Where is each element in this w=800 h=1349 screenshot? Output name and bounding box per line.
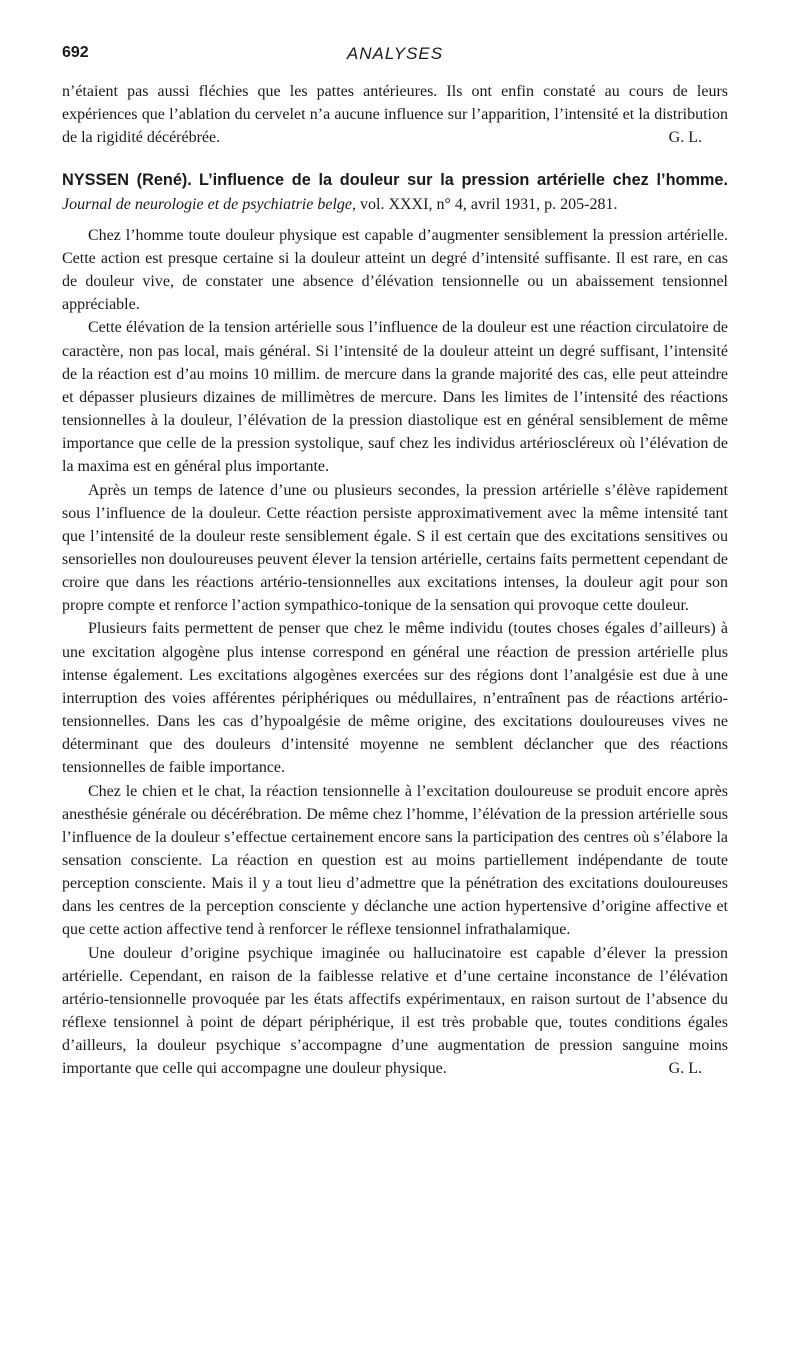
entry-journal: Journal de neurologie et de psychiatrie belge, bbox=[62, 195, 356, 213]
entry-citation: vol. XXXI, n° 4, avril 1931, p. 205-281. bbox=[360, 195, 618, 213]
entry-author: NYSSEN (René). bbox=[62, 171, 192, 190]
intro-signature: G. L. bbox=[668, 129, 702, 147]
paragraph-5: Chez le chien et le chat, la réaction tensionnelle à l’excitation douloureuse se produit encore après anesthésie générale ou décérébration. De même chez l’homme, l’élévation de la pression artérielle sous l’influence de la douleur s’effectue certainement encore sans la participation des centres où s’élabore la sensation consciente. La réaction en question est au moins partiellement indépendante de toute perception consciente. Mais il y a tout lieu d’admettre que la pénétration des excitations douloureuses dans les centres de la perception consciente y déclanche une action hypertensive d’origine affective et que cette action affective tend à renforcer le réflexe tensionnel infrathalamique. bbox=[62, 782, 728, 939]
running-head: ANALYSES bbox=[346, 44, 444, 63]
entry-title: L’influence de la douleur sur la pression artérielle chez l’homme. bbox=[199, 171, 728, 190]
paragraph-6 bbox=[62, 942, 728, 1081]
page-number: 692 bbox=[62, 44, 89, 61]
paragraph-1: Chez l’homme toute douleur physique est capable d’augmenter sensiblement la pression artérielle. Cette action est presque certaine si la douleur atteint un degré d’intensité suffisante. Il est rare, en cas de douleur vive, de constater une absence d’élévation tensionnelle ou un abaissement tensionnel appréciable. bbox=[62, 226, 728, 314]
closing-signature: G. L. bbox=[668, 1060, 702, 1078]
article-body bbox=[62, 80, 728, 1081]
bibliographic-entry bbox=[62, 169, 728, 215]
page-header bbox=[62, 44, 728, 66]
intro-paragraph bbox=[62, 80, 728, 149]
paragraph-6-text: Une douleur d’origine psychique imaginée ou hallucinatoire est capable d’élever la pression artérielle. Cependant, en raison de la faiblesse relative et d’une certaine inconstance de l’élévation artério-tensionnelle provoquée par les états affectifs expérimentaux, en raison surtout de l’absence du réflexe tensionnel à point de départ périphérique, il est très probable que, toutes conditions égales d’ailleurs, la douleur psychique s’accompagne d’une augmentation de pression sanguine moins importante que celle qui accompagne une douleur physique. bbox=[62, 944, 728, 1078]
paragraph-2: Cette élévation de la tension artérielle sous l’influence de la douleur est une réaction circulatoire de caractère, non pas local, mais général. Si l’intensité de la douleur atteint un degré suffisant, l’intensité de la réaction est d’au moins 10 millim. de mercure dans la grande majorité des cas, elle peut atteindre et dépasser plusieurs dizaines de millimètres de mercure. Dans les limites de l’intensité des réactions tensionnelles à la douleur, l’élévation de la pression diastolique est en général sensiblement de même importance que celle de la pression systolique, sauf chez les individus artérioscléreux où l’élévation de la maxima est en général plus importante. bbox=[62, 319, 728, 476]
intro-text: n’étaient pas aussi fléchies que les pattes antérieures. Ils ont enfin constaté au cours de leurs expériences que l’ablation du cervelet n’a aucune influence sur l’apparition, l’intensité et la distribution de la rigidité décérébrée. bbox=[62, 83, 728, 147]
paragraph-3: Après un temps de latence d’une ou plusieurs secondes, la pression artérielle s’élève rapidement sous l’influence de la douleur. Cette réaction persiste approximativement avec la même intensité tant que l’intensité de la douleur reste sensiblement égale. S il est certain que des excitations sensitives ou sensorielles non douloureuses peuvent élever la tension artérielle, certains faits permettent cependant de croire que dans les réactions artério-tensionnelles aux excitations intenses, la douleur agit pour son propre compte et renforce l’action sympathico-tonique de la sensation qui provoque cette douleur. bbox=[62, 481, 728, 615]
paragraph-4: Plusieurs faits permettent de penser que chez le même individu (toutes choses égales d’ailleurs) à une excitation algogène plus intense correspond en général une réaction de pression artérielle plus intense également. Les excitations algogènes exercées sur des régions dont l’analgésie est due à une interruption des voies afférentes périphériques ou médullaires, n’entraînent pas de réactions artério-tensionnelles. Dans les cas d’hypoalgésie de même origine, des excitations douloureuses vives ne déterminant que des douleurs d’intensité moyenne ne semblent déclancher que des réactions tensionnelles de faible importance. bbox=[62, 620, 728, 777]
